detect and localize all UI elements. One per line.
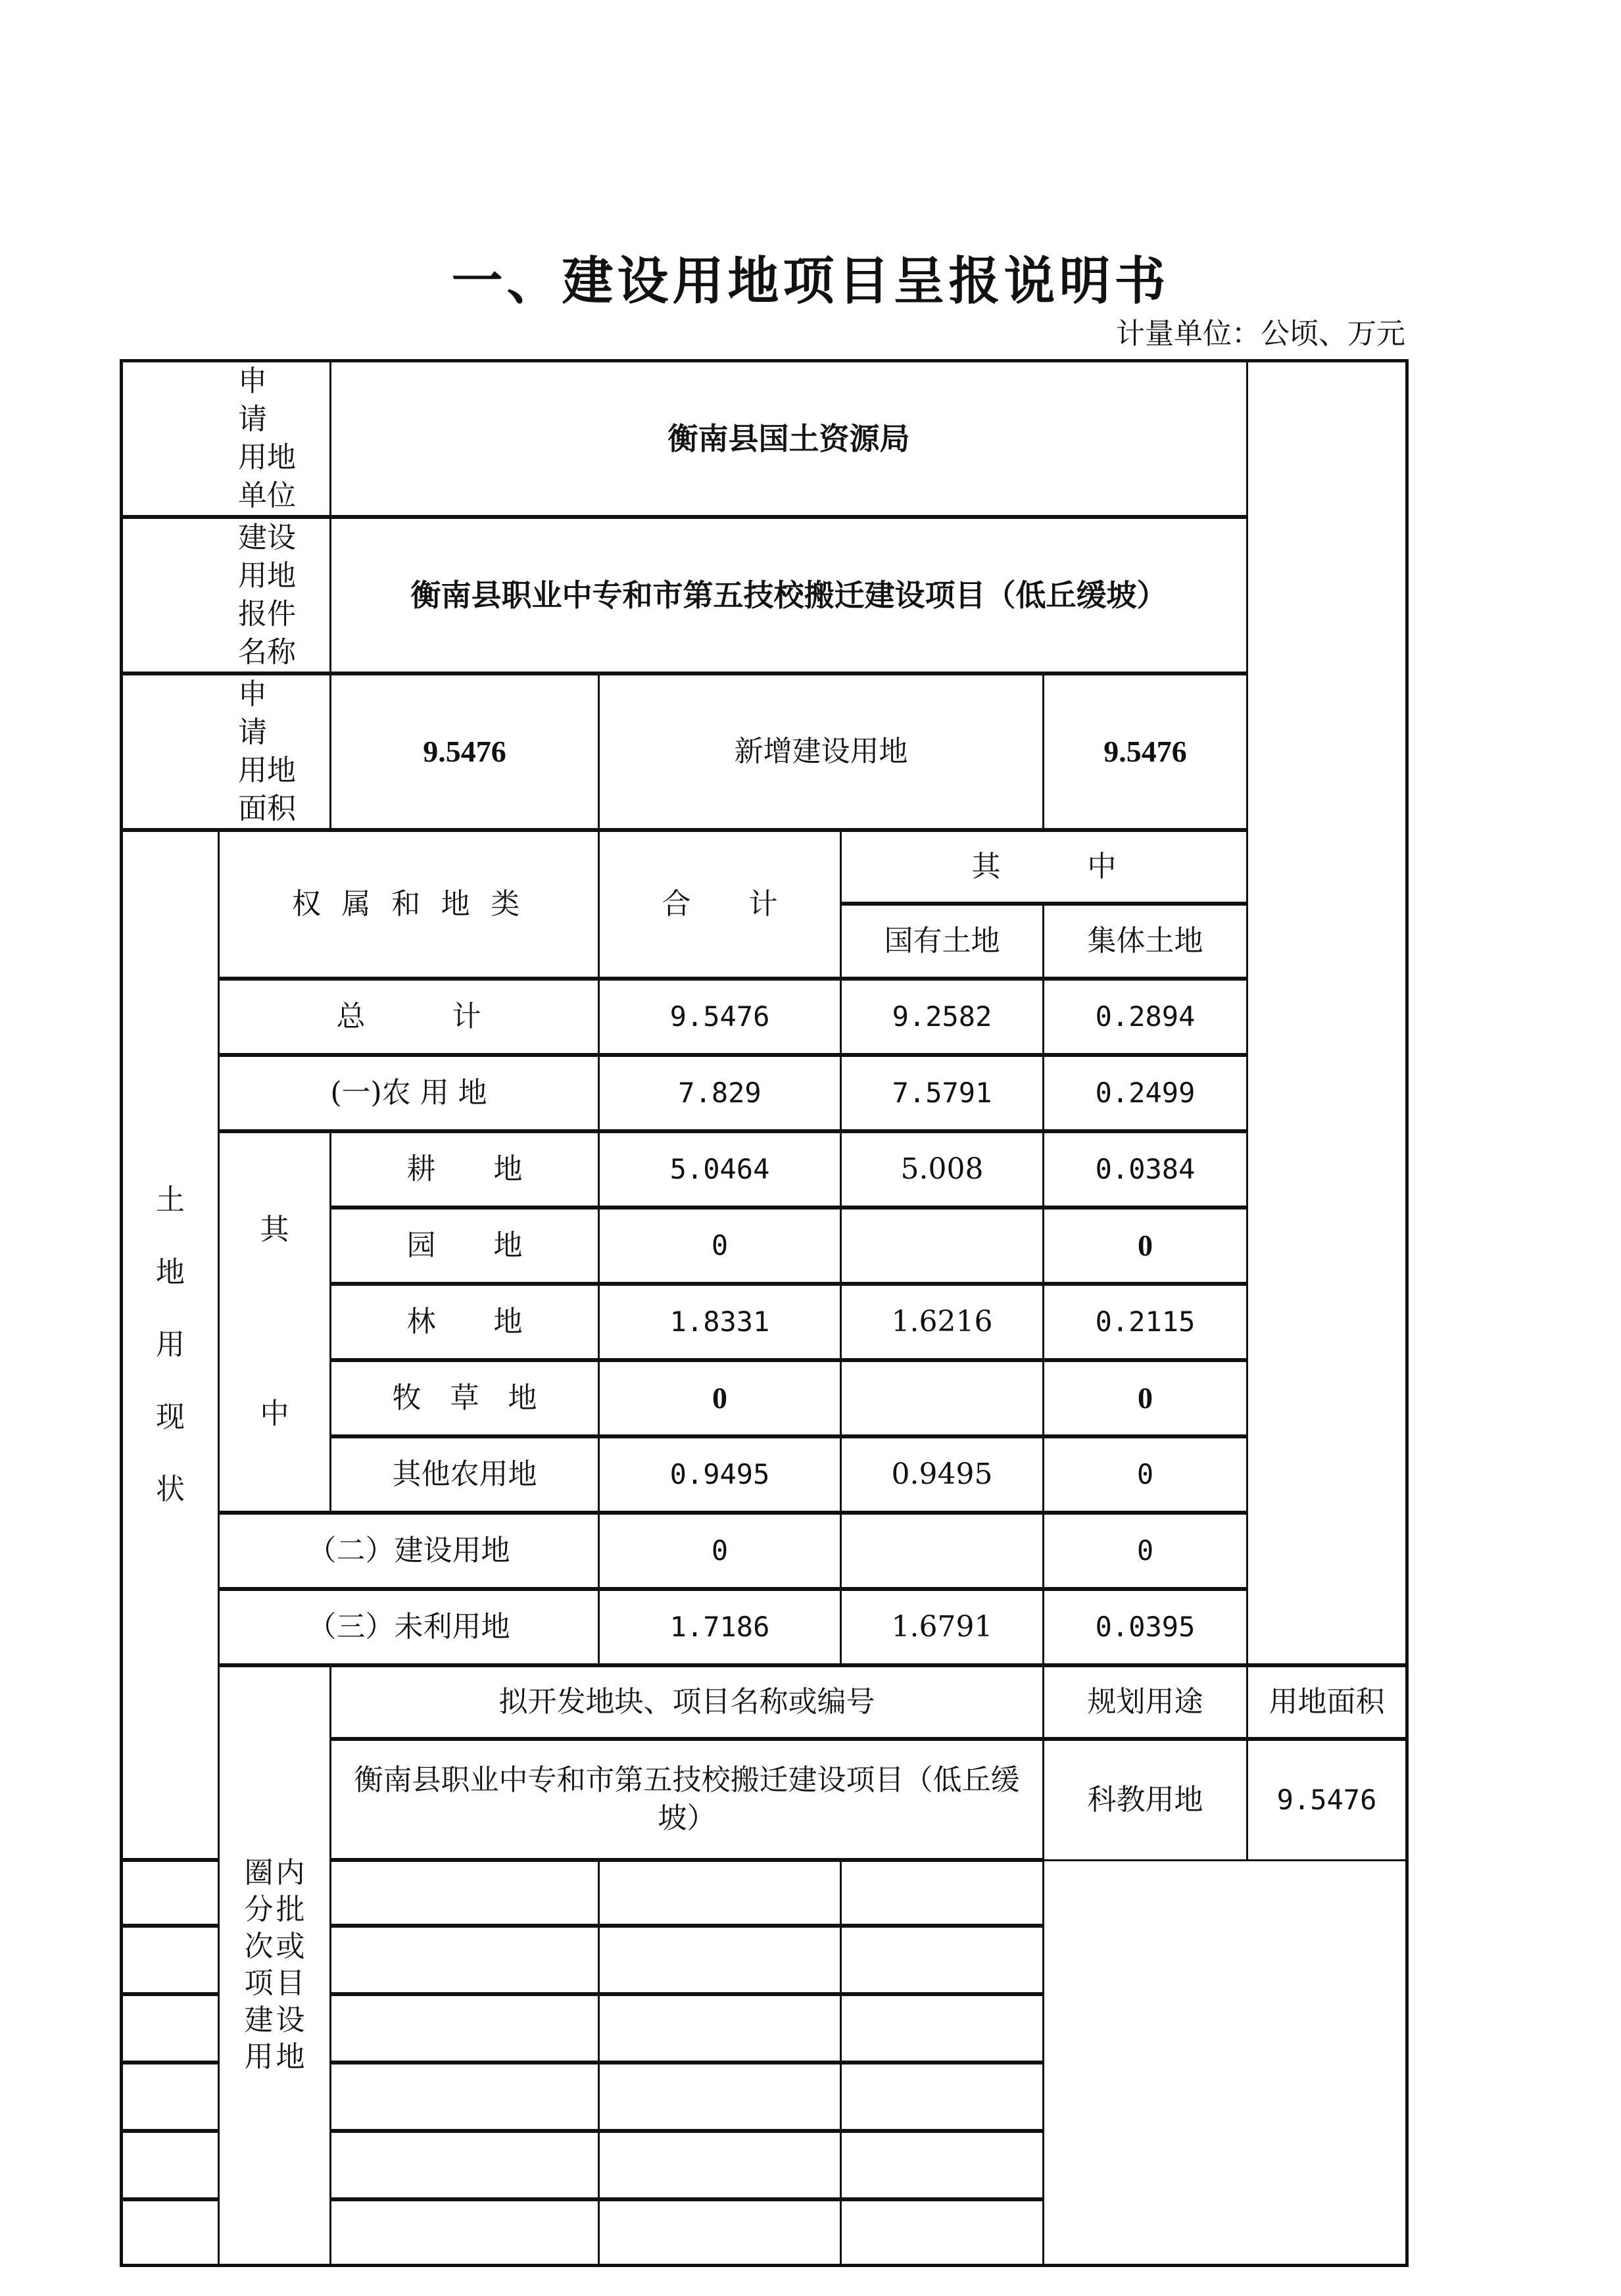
row-name: （三）未利用地 <box>219 1589 599 1665</box>
land-application-table <box>120 359 1409 2267</box>
row-state: 1.6791 <box>841 1589 1044 1665</box>
batch-row <box>122 1994 1407 2063</box>
row-name: 牧 草 地 <box>331 1360 599 1436</box>
area-row <box>122 673 1407 830</box>
table-row <box>122 1589 1407 1665</box>
batch-row-name <box>122 2063 599 2131</box>
applicant-value: 衡南县国土资源局 <box>331 361 1247 518</box>
row-state: 9.2582 <box>841 979 1044 1055</box>
batch-label-char: 目 <box>276 1966 305 2001</box>
land-status-section-label <box>122 830 219 1860</box>
batch-row-use <box>599 1926 841 1994</box>
row-total: 0 <box>599 1513 841 1589</box>
project-value: 衡南县职业中专和市第五技校搬迁建设项目（低丘缓坡） <box>331 517 1247 673</box>
batch-label-char: 分 <box>244 1893 274 1927</box>
project-label <box>122 517 331 673</box>
batch-row <box>122 2199 1407 2265</box>
row-state <box>841 1360 1044 1436</box>
batch-label-char: 设 <box>276 2003 305 2038</box>
land-area-header: 用地面积 <box>1247 1665 1407 1739</box>
batch-row-area <box>841 2199 1044 2265</box>
project-row <box>122 517 1407 673</box>
document-title: 一、建设用地项目呈报说明书 <box>451 252 1170 311</box>
row-total: 0 <box>599 1360 841 1436</box>
row-collective: 0.2115 <box>1044 1284 1247 1360</box>
applicant-row <box>122 361 1407 518</box>
project-label-line2: 报件名称 <box>238 597 296 669</box>
batch-row-name <box>122 1926 599 1994</box>
row-total: 0.9495 <box>599 1436 841 1513</box>
batch-row-area <box>841 1860 1044 1926</box>
batch-row <box>122 2063 1407 2131</box>
row-state: 5.008 <box>841 1131 1044 1208</box>
batch-row-use <box>599 1860 841 1926</box>
batch-row-use <box>599 1994 841 2063</box>
plot-name-header: 拟开发地块、项目名称或编号 <box>331 1665 1044 1739</box>
batch-row-name <box>122 2199 599 2265</box>
area-label-line1: 申 请 <box>238 677 325 749</box>
batch-label-char: 或 <box>276 1930 305 1964</box>
batch-row-area <box>841 1994 1044 2063</box>
row-name: (一)农 用 地 <box>219 1055 599 1131</box>
row-collective: 0 <box>1044 1513 1247 1589</box>
row-name: 林 地 <box>331 1284 599 1360</box>
land-status-label-char: 地 <box>156 1256 185 1289</box>
planned-use-header: 规划用途 <box>1044 1665 1247 1739</box>
row-total: 7.829 <box>599 1055 841 1131</box>
land-status-label-char: 用 <box>156 1328 185 1361</box>
new-construction-label: 新增建设用地 <box>599 673 1044 830</box>
land-status-header-row <box>122 830 1407 904</box>
row-total: 1.8331 <box>599 1284 841 1360</box>
batch-label-char: 批 <box>276 1893 305 1927</box>
unit-label: 计量单位：公顷、万元 <box>1116 317 1405 351</box>
land-status-label-char: 状 <box>156 1473 185 1506</box>
row-collective: 0 <box>1044 1360 1247 1436</box>
row-collective: 0.0395 <box>1044 1589 1247 1665</box>
area-value: 9.5476 <box>331 673 599 830</box>
row-collective: 0 <box>1044 1208 1247 1284</box>
batch-row <box>122 2131 1407 2199</box>
of-which-label-char: 中 <box>260 1397 289 1430</box>
batch-row <box>122 1860 1407 1926</box>
row-name: 耕 地 <box>331 1131 599 1208</box>
row-state <box>841 1513 1044 1589</box>
row-name: 其他农用地 <box>331 1436 599 1513</box>
row-collective: 0 <box>1044 1436 1247 1513</box>
batch-label-char: 圈 <box>244 1856 274 1890</box>
batch-label-char: 次 <box>244 1930 274 1964</box>
table-row <box>122 979 1407 1055</box>
table-row <box>122 1055 1407 1131</box>
batch-label-char: 用 <box>244 2040 274 2074</box>
project-label-line1: 建设用地 <box>238 521 296 593</box>
of-which-side-label <box>219 1131 331 1513</box>
table-row <box>122 1513 1407 1589</box>
row-total: 9.5476 <box>599 979 841 1055</box>
area-label <box>122 673 331 830</box>
batch-row-area: 9.5476 <box>1247 1739 1407 1860</box>
batch-label-char: 地 <box>276 2040 305 2074</box>
row-total: 5.0464 <box>599 1131 841 1208</box>
batch-row <box>122 1926 1407 1994</box>
applicant-label-line2: 用地单位 <box>238 441 296 512</box>
batch-header-row <box>122 1665 1407 1739</box>
batch-row-use <box>599 2199 841 2265</box>
total-header: 合 计 <box>599 830 841 979</box>
batch-label-char: 内 <box>276 1856 305 1890</box>
land-status-label-char: 土 <box>156 1183 185 1217</box>
of-which-header: 其 中 <box>841 830 1247 904</box>
applicant-label-line1: 申 请 <box>238 364 325 436</box>
row-name: （二）建设用地 <box>219 1513 599 1589</box>
batch-row-area <box>841 1926 1044 1994</box>
batch-row-area <box>841 2063 1044 2131</box>
row-collective: 0.2894 <box>1044 979 1247 1055</box>
batch-row-name <box>122 1994 599 2063</box>
area-label-line2: 用地面积 <box>238 754 296 825</box>
applicant-label <box>122 361 331 518</box>
batch-row-name <box>122 1860 599 1926</box>
row-state: 1.6216 <box>841 1284 1044 1360</box>
batch-row-name <box>122 2131 599 2199</box>
batch-row-name: 衡南县职业中专和市第五技校搬迁建设项目（低丘缓坡） <box>331 1739 1044 1860</box>
batch-label-char: 项 <box>244 1966 274 2001</box>
batch-row-use <box>599 2131 841 2199</box>
row-collective: 0.0384 <box>1044 1131 1247 1208</box>
table-row <box>122 1131 1407 1208</box>
new-construction-value: 9.5476 <box>1044 673 1247 830</box>
batch-label-char: 建 <box>244 2003 274 2038</box>
category-header: 权 属 和 地 类 <box>219 830 599 979</box>
collective-land-header: 集体土地 <box>1044 904 1247 979</box>
batch-row-use: 科教用地 <box>1044 1739 1247 1860</box>
row-total: 0 <box>599 1208 841 1284</box>
row-name: 总 计 <box>219 979 599 1055</box>
row-state <box>841 1208 1044 1284</box>
land-status-label-char: 现 <box>156 1400 185 1434</box>
state-land-header: 国有土地 <box>841 904 1044 979</box>
row-name: 园 地 <box>331 1208 599 1284</box>
row-collective: 0.2499 <box>1044 1055 1247 1131</box>
row-state: 7.5791 <box>841 1055 1044 1131</box>
of-which-label-char: 其 <box>260 1213 289 1246</box>
batch-row-use <box>599 2063 841 2131</box>
row-total: 1.7186 <box>599 1589 841 1665</box>
batch-row-area <box>841 2131 1044 2199</box>
row-state: 0.9495 <box>841 1436 1044 1513</box>
